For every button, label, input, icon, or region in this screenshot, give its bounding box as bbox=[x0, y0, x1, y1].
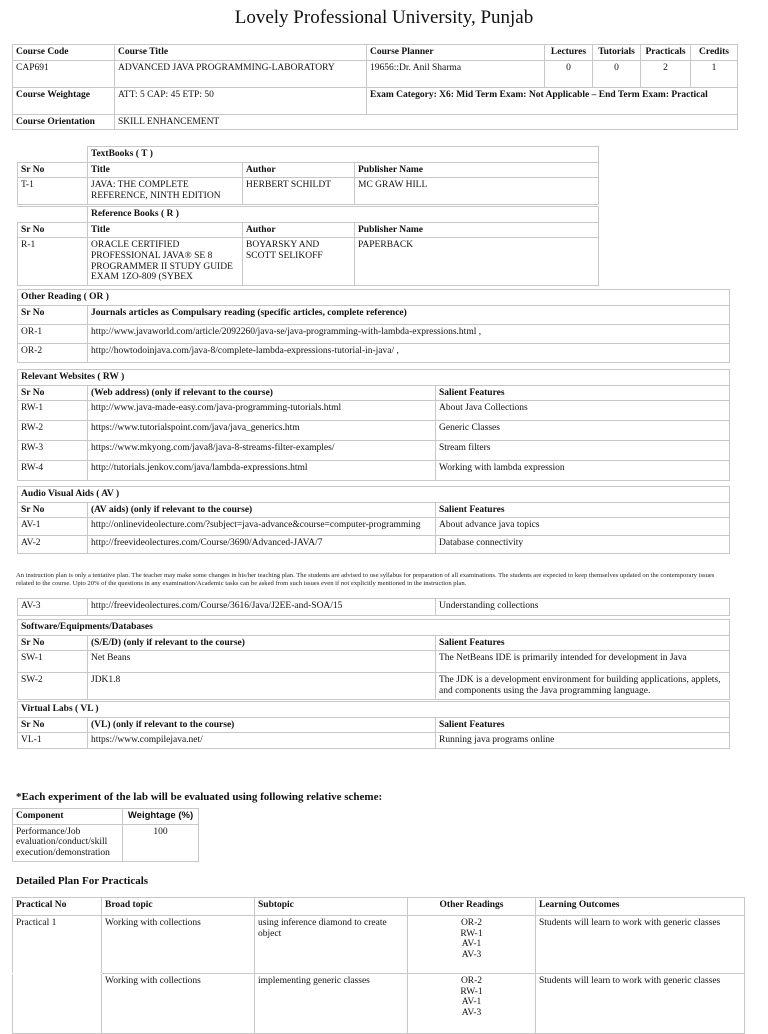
table-row bbox=[13, 824, 199, 861]
virtual-labs-table bbox=[17, 701, 730, 749]
av-sr: AV-3 bbox=[18, 599, 88, 616]
software-feature: The JDK is a development environment for building applications, applets, and components using the Java programming language. bbox=[436, 673, 730, 699]
course-code: CAP691 bbox=[13, 60, 115, 87]
av-feature: Understanding collections bbox=[436, 599, 730, 616]
table-row bbox=[18, 178, 599, 204]
course-info-table bbox=[12, 44, 738, 130]
software-table bbox=[17, 619, 730, 700]
table-row bbox=[18, 673, 730, 699]
col-salient-features: Salient Features bbox=[436, 717, 730, 733]
course-code-header: Course Code bbox=[13, 45, 115, 61]
weightage-value: ATT: 5 CAP: 45 ETP: 50 bbox=[115, 87, 367, 114]
page-title: Lovely Professional University, Punjab bbox=[234, 7, 534, 28]
av-aids-title: Audio Visual Aids ( AV ) bbox=[18, 487, 730, 503]
practical-subtopic: using inference diamond to create object bbox=[255, 916, 408, 974]
lectures-value: 0 bbox=[545, 60, 593, 87]
exam-category-label: Exam Category: bbox=[370, 89, 437, 100]
col-publisher: Publisher Name bbox=[355, 222, 599, 238]
exam-category bbox=[367, 87, 738, 114]
lectures-header: Lectures bbox=[545, 45, 593, 61]
col-title: Title bbox=[88, 222, 243, 238]
col-web-address: (Web address) (only if relevant to the course) bbox=[88, 385, 436, 401]
col-author: Author bbox=[243, 222, 355, 238]
col-salient-features: Salient Features bbox=[436, 385, 730, 401]
av-feature: About advance java topics bbox=[436, 518, 730, 536]
reference-books-table bbox=[17, 206, 599, 286]
evaluation-table bbox=[12, 808, 199, 862]
practical-no: Practical 1 bbox=[13, 916, 102, 974]
av-aids-continued-table bbox=[17, 598, 730, 616]
col-srno: Sr No bbox=[18, 385, 88, 401]
credits-value: 1 bbox=[691, 60, 738, 87]
vlab-feature: Running java programs online bbox=[436, 733, 730, 749]
practical-subtopic: implementing generic classes bbox=[255, 974, 408, 1034]
table-row bbox=[13, 974, 745, 1034]
website-feature: About Java Collections bbox=[436, 401, 730, 421]
course-planner: 19656::Dr. Anil Sharma bbox=[367, 60, 545, 87]
practical-topic: Working with collections bbox=[102, 916, 255, 974]
software-title: Software/Equipments/Databases bbox=[18, 620, 730, 636]
col-weightage: Weightage (%) bbox=[123, 809, 199, 825]
table-row bbox=[18, 441, 730, 461]
col-srno: Sr No bbox=[18, 162, 88, 178]
reading-ref: AV-1 bbox=[461, 939, 482, 950]
orientation-value: SKILL ENHANCEMENT bbox=[115, 114, 738, 130]
credits-header: Credits bbox=[691, 45, 738, 61]
exam-category-value: X6: Mid Term Exam: Not Applicable – End Term Exam: Practical bbox=[439, 89, 708, 100]
col-salient-features: Salient Features bbox=[436, 502, 730, 518]
website-feature: Working with lambda expression bbox=[436, 461, 730, 481]
reading-sr: OR-1 bbox=[18, 324, 88, 343]
practical-readings bbox=[408, 974, 536, 1034]
website-link[interactable]: https://www.mkyong.com/java8/java-8-streams-filter-examples/ bbox=[88, 441, 436, 461]
reading-ref: AV-1 bbox=[461, 997, 482, 1008]
software-item: Net Beans bbox=[88, 651, 436, 673]
evaluation-weightage: 100 bbox=[123, 824, 199, 861]
practicals-heading: Detailed Plan For Practicals bbox=[16, 875, 149, 887]
col-srno: Sr No bbox=[18, 222, 88, 238]
websites-title: Relevant Websites ( RW ) bbox=[18, 370, 730, 386]
course-title: ADVANCED JAVA PROGRAMMING-LABORATORY bbox=[115, 60, 367, 87]
practicals-value: 2 bbox=[641, 60, 691, 87]
col-srno: Sr No bbox=[18, 305, 88, 324]
table-row bbox=[18, 651, 730, 673]
reading-ref: AV-3 bbox=[461, 949, 482, 960]
virtual-labs-title: Virtual Labs ( VL ) bbox=[18, 702, 730, 718]
col-srno: Sr No bbox=[18, 502, 88, 518]
orientation-label: Course Orientation bbox=[13, 114, 115, 130]
tutorials-header: Tutorials bbox=[593, 45, 641, 61]
instruction-plan-notice: An instruction plan is only a tentative plan. The teacher may make some changes in his/her teaching plan. The students are advised to use syllabus for preparation of all examinations. The students are expected to keep themselves updated on the contemporary issues related to the course. Upto 20% of the questions in any examination/Academic tasks can be asked from such issues even if not explicitly mentioned in the instruction plan. bbox=[16, 572, 715, 587]
tutorials-value: 0 bbox=[593, 60, 641, 87]
reading-ref: RW-1 bbox=[460, 928, 483, 939]
col-broad-topic: Broad topic bbox=[102, 898, 255, 916]
reading-ref: AV-3 bbox=[461, 1007, 482, 1018]
course-planner-header: Course Planner bbox=[367, 45, 545, 61]
textbooks-title: TextBooks ( T ) bbox=[88, 147, 599, 163]
reading-ref: OR-2 bbox=[460, 918, 483, 928]
course-title-header: Course Title bbox=[115, 45, 367, 61]
book-author: HERBERT SCHILDT bbox=[243, 178, 355, 204]
col-component: Component bbox=[13, 809, 123, 825]
reading-ref: RW-1 bbox=[460, 986, 483, 997]
weightage-label: Course Weightage bbox=[13, 87, 115, 114]
website-feature: Generic Classes bbox=[436, 421, 730, 441]
practical-readings bbox=[408, 916, 536, 974]
website-link[interactable]: https://www.tutorialspoint.com/java/java_generics.htm bbox=[88, 421, 436, 441]
website-sr: RW-3 bbox=[18, 441, 88, 461]
book-author: BOYARSKY AND SCOTT SELIKOFF bbox=[243, 238, 355, 286]
table-row bbox=[18, 518, 730, 536]
reference-books-title: Reference Books ( R ) bbox=[88, 207, 599, 223]
col-srno: Sr No bbox=[18, 717, 88, 733]
col-journal: Journals articles as Compulsary reading (specific articles, complete reference) bbox=[88, 305, 730, 324]
practical-topic: Working with collections bbox=[102, 974, 255, 1034]
other-reading-table bbox=[17, 289, 730, 363]
book-publisher: PAPERBACK bbox=[355, 238, 599, 286]
table-row bbox=[18, 536, 730, 554]
col-subtopic: Subtopic bbox=[255, 898, 408, 916]
book-publisher: MC GRAW HILL bbox=[355, 178, 599, 204]
book-title: JAVA: THE COMPLETE REFERENCE, NINTH EDITION bbox=[88, 178, 243, 204]
table-row bbox=[18, 343, 730, 362]
col-learning-outcomes: Learning Outcomes bbox=[536, 898, 745, 916]
practical-outcome: Students will learn to work with generic classes bbox=[536, 974, 745, 1034]
software-sr: SW-2 bbox=[18, 673, 88, 699]
reading-ref: OR-2 bbox=[460, 976, 483, 986]
websites-table bbox=[17, 369, 730, 481]
practical-outcome: Students will learn to work with generic classes bbox=[536, 916, 745, 974]
table-row bbox=[18, 401, 730, 421]
practical-no bbox=[13, 974, 102, 1034]
col-av-aids: (AV aids) (only if relevant to the course) bbox=[88, 502, 436, 518]
other-reading-title: Other Reading ( OR ) bbox=[18, 290, 730, 306]
practicals-table bbox=[12, 897, 745, 1034]
av-sr: AV-1 bbox=[18, 518, 88, 536]
software-item: JDK1.8 bbox=[88, 673, 436, 699]
evaluation-heading: *Each experiment of the lab will be evaluated using following relative scheme: bbox=[16, 791, 383, 803]
website-sr: RW-1 bbox=[18, 401, 88, 421]
av-feature: Database connectivity bbox=[436, 536, 730, 554]
reading-ref: http://www.javaworld.com/article/2092260/java-se/java-programming-with-lambda-expressions.html , bbox=[88, 324, 730, 343]
col-publisher: Publisher Name bbox=[355, 162, 599, 178]
software-sr: SW-1 bbox=[18, 651, 88, 673]
evaluation-component: Performance/Job evaluation/conduct/skill execution/demonstration bbox=[13, 824, 123, 861]
col-other-readings: Other Readings bbox=[408, 898, 536, 916]
table-row bbox=[18, 599, 730, 616]
table-row bbox=[13, 916, 745, 974]
table-row bbox=[18, 733, 730, 749]
table-row bbox=[18, 238, 599, 286]
table-row bbox=[18, 421, 730, 441]
col-practical-no: Practical No bbox=[13, 898, 102, 916]
col-srno: Sr No bbox=[18, 635, 88, 651]
col-sed: (S/E/D) (only if relevant to the course) bbox=[88, 635, 436, 651]
website-feature: Stream filters bbox=[436, 441, 730, 461]
col-vl: (VL) (only if relevant to the course) bbox=[88, 717, 436, 733]
book-sr: R-1 bbox=[18, 238, 88, 286]
av-sr: AV-2 bbox=[18, 536, 88, 554]
book-sr: T-1 bbox=[18, 178, 88, 204]
av-link[interactable]: http://freevideolectures.com/Course/3616/Java/J2EE-and-SOA/15 bbox=[88, 599, 436, 616]
av-aids-table bbox=[17, 486, 730, 554]
website-sr: RW-2 bbox=[18, 421, 88, 441]
book-title: ORACLE CERTIFIED PROFESSIONAL JAVA® SE 8 PROGRAMMER II STUDY GUIDE EXAM 1ZO-809 (SYBEX bbox=[88, 238, 243, 286]
reading-ref: http://howtodoinjava.com/java-8/complete-lambda-expressions-tutorial-in-java/ , bbox=[88, 343, 730, 362]
col-author: Author bbox=[243, 162, 355, 178]
software-feature: The NetBeans IDE is primarily intended for development in Java bbox=[436, 651, 730, 673]
av-link[interactable]: http://freevideolectures.com/Course/3690/Advanced-JAVA/7 bbox=[88, 536, 436, 554]
website-sr: RW-4 bbox=[18, 461, 88, 481]
vlab-link[interactable]: https://www.compilejava.net/ bbox=[88, 733, 436, 749]
vlab-sr: VL-1 bbox=[18, 733, 88, 749]
table-row bbox=[18, 461, 730, 481]
textbooks-table bbox=[17, 146, 599, 205]
practicals-header: Practicals bbox=[641, 45, 691, 61]
reading-sr: OR-2 bbox=[18, 343, 88, 362]
table-row bbox=[18, 324, 730, 343]
website-link[interactable]: http://www.java-made-easy.com/java-programming-tutorials.html bbox=[88, 401, 436, 421]
col-salient-features: Salient Features bbox=[436, 635, 730, 651]
col-title: Title bbox=[88, 162, 243, 178]
website-link[interactable]: http://tutorials.jenkov.com/java/lambda-expressions.html bbox=[88, 461, 436, 481]
av-link[interactable]: http://onlinevideolecture.com/?subject=java-advance&course=computer-programming bbox=[88, 518, 436, 536]
